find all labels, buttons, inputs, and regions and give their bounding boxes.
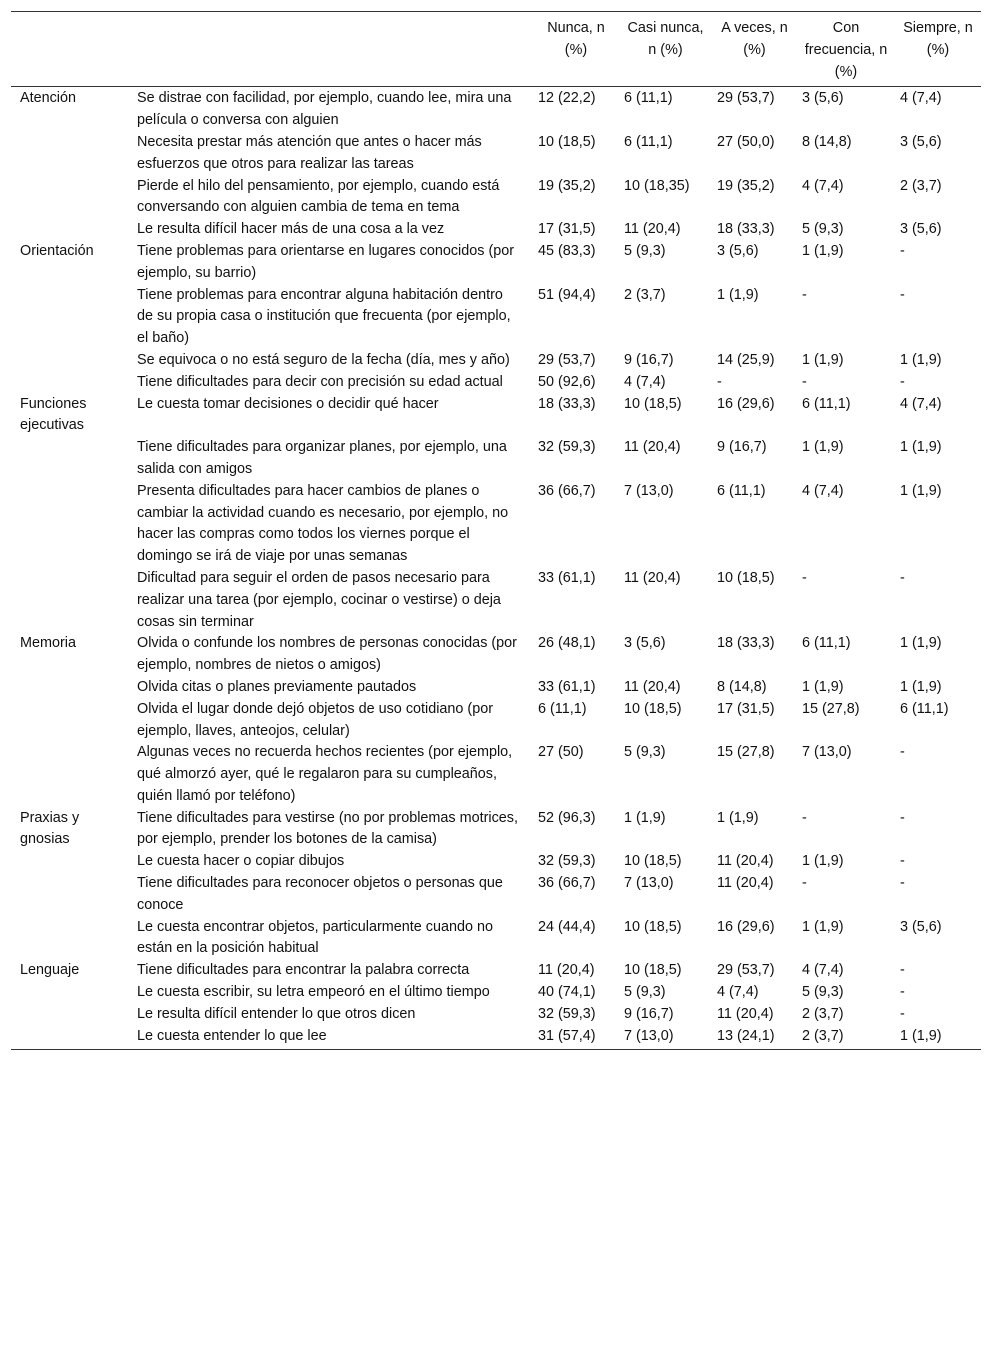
value-cell: - (802, 569, 807, 586)
value-cell: - (900, 962, 905, 979)
value-cell: 4 (7,4) (802, 962, 844, 979)
value-cell: - (717, 373, 722, 390)
value-cell: 11 (20,4) (624, 439, 681, 456)
value-cell: - (900, 1005, 905, 1022)
value-cell: 17 (31,5) (538, 221, 596, 238)
value-cell: 15 (27,8) (802, 700, 860, 717)
table-row (11, 394, 981, 438)
value-cell: 10 (18,5) (624, 395, 682, 412)
table-row (11, 481, 981, 568)
item-cell: Se equivoca o no está seguro de la fecha (día, mes y año) (137, 351, 510, 368)
value-cell: 5 (9,3) (802, 984, 844, 1001)
value-cell: 7 (13,0) (619, 1026, 712, 1050)
value-cell: 27 (50) (538, 744, 584, 761)
value-cell: 19 (35,2) (717, 177, 775, 194)
value-cell: 26 (48,1) (538, 635, 596, 652)
category-cell (11, 219, 133, 241)
value-cell: 6 (11,1) (900, 700, 949, 717)
table-row (11, 851, 981, 873)
value-cell: 19 (35,2) (538, 177, 596, 194)
header-cell: Nunca, n (%) (533, 12, 619, 87)
value-cell: 11 (20,4) (717, 1005, 774, 1022)
table-row (11, 982, 981, 1004)
data-table (11, 11, 981, 1050)
value-cell: - (900, 984, 905, 1001)
value-cell: 16 (29,6) (717, 918, 775, 935)
header-cell: Con frecuencia, n (%) (797, 12, 895, 87)
value-cell: - (900, 373, 905, 390)
value-cell: - (900, 286, 905, 303)
value-cell: 14 (25,9) (717, 351, 775, 368)
value-cell: 6 (11,1) (717, 482, 766, 499)
value-cell: 12 (22,2) (538, 90, 596, 107)
value-cell: - (802, 286, 807, 303)
value-cell: 8 (14,8) (802, 133, 852, 150)
item-cell: Tiene dificultades para vestirse (no por problemas motrices, por ejemplo, prender los botones de la camisa) (137, 809, 518, 848)
value-cell: 29 (53,7) (538, 351, 596, 368)
value-cell: 10 (18,5) (624, 853, 682, 870)
value-cell: 32 (59,3) (538, 439, 596, 456)
category-cell: Orientación (20, 242, 94, 259)
value-cell: 32 (59,3) (538, 853, 596, 870)
value-cell: 3 (5,6) (900, 221, 942, 238)
item-cell: Le resulta difícil hacer más de una cosa a la vez (137, 221, 445, 238)
value-cell: 6 (11,1) (624, 90, 673, 107)
value-cell: 10 (18,35) (624, 177, 690, 194)
item-cell: Necesita prestar más atención que antes o hacer más esfuerzos que otros para realizar las tareas (137, 133, 482, 172)
value-cell: 29 (53,7) (717, 962, 775, 979)
value-cell: - (900, 744, 905, 761)
header-cell: Casi nunca, n (%) (619, 12, 712, 87)
item-cell: Se distrae con facilidad, por ejemplo, cuando lee, mira una película o conversa con alguien (137, 90, 512, 129)
category-cell (11, 481, 133, 568)
table-row (11, 699, 981, 743)
table-row (11, 176, 981, 220)
value-cell: 1 (1,9) (802, 678, 844, 695)
value-cell: 15 (27,8) (717, 744, 775, 761)
table-row (11, 568, 981, 633)
value-cell: 52 (96,3) (538, 809, 596, 826)
value-cell: 11 (20,4) (717, 875, 774, 892)
table-row (11, 219, 981, 241)
value-cell: 5 (9,3) (624, 744, 666, 761)
value-cell: 18 (33,3) (717, 221, 775, 238)
table-row (11, 873, 981, 917)
value-cell: 2 (3,7) (797, 1026, 895, 1050)
value-cell: 4 (7,4) (900, 90, 942, 107)
value-cell: - (900, 809, 905, 826)
category-cell: Lenguaje (20, 962, 80, 979)
category-cell (11, 917, 133, 961)
header-row (11, 12, 981, 87)
category-cell (11, 851, 133, 873)
category-cell (11, 176, 133, 220)
value-cell: 6 (11,1) (624, 133, 673, 150)
value-cell: 7 (13,0) (802, 744, 852, 761)
value-cell: 7 (13,0) (624, 482, 674, 499)
value-cell: - (900, 875, 905, 892)
category-cell (11, 873, 133, 917)
value-cell: 6 (11,1) (802, 635, 851, 652)
value-cell: 6 (11,1) (802, 395, 851, 412)
category-cell (11, 285, 133, 350)
category-cell (11, 1026, 133, 1050)
value-cell: 1 (1,9) (900, 482, 942, 499)
value-cell: 11 (20,4) (624, 221, 681, 238)
category-cell: Atención (20, 90, 77, 107)
table-row (11, 437, 981, 481)
value-cell: 3 (5,6) (900, 133, 942, 150)
value-cell: 9 (16,7) (624, 351, 674, 368)
value-cell: 13 (24,1) (712, 1026, 797, 1050)
item-cell: Tiene problemas para encontrar alguna habitación dentro de su propia casa o institución que frecuenta (por ejemplo, el baño) (137, 286, 511, 347)
table-row (11, 372, 981, 394)
item-cell: Le resulta difícil entender lo que otros dicen (137, 1005, 416, 1022)
value-cell: 5 (9,3) (624, 242, 666, 259)
value-cell: 16 (29,6) (717, 395, 775, 412)
category-cell (11, 699, 133, 743)
value-cell: - (900, 242, 905, 259)
table-header (11, 12, 981, 87)
value-cell: - (900, 853, 905, 870)
category-cell (11, 677, 133, 699)
value-cell: 4 (7,4) (802, 482, 844, 499)
header-cell: Siempre, n (%) (895, 12, 981, 87)
value-cell: 27 (50,0) (717, 133, 775, 150)
category-cell: Praxias y gnosias (20, 809, 80, 848)
table-row (11, 742, 981, 807)
value-cell: 18 (33,3) (717, 635, 775, 652)
value-cell: 1 (1,9) (802, 853, 844, 870)
item-cell: Presenta dificultades para hacer cambios de planes o cambiar la actividad cuando es necesario, por ejemplo, no hacer las compras como todos los viernes porque el domingo se irá de viaje por unas semanas (137, 482, 509, 565)
item-cell: Le cuesta tomar decisiones o decidir qué hacer (137, 395, 439, 412)
table-row (11, 677, 981, 699)
table-row (11, 132, 981, 176)
value-cell: 1 (1,9) (717, 809, 759, 826)
value-cell: 40 (74,1) (538, 984, 596, 1001)
value-cell: 1 (1,9) (802, 242, 844, 259)
table-row (11, 87, 981, 132)
value-cell: 2 (3,7) (900, 177, 942, 194)
item-cell: Tiene dificultades para encontrar la palabra correcta (137, 962, 470, 979)
table-body (11, 87, 981, 1050)
header-cell (11, 12, 133, 87)
category-cell (11, 132, 133, 176)
item-cell: Olvida citas o planes previamente pautados (137, 678, 417, 695)
table-row (11, 808, 981, 852)
header-cell (133, 12, 533, 87)
item-cell: Le cuesta hacer o copiar dibujos (137, 853, 345, 870)
item-cell: Olvida el lugar donde dejó objetos de uso cotidiano (por ejemplo, llaves, anteojos, celular) (137, 700, 494, 739)
value-cell: 1 (1,9) (802, 918, 844, 935)
category-cell (11, 742, 133, 807)
value-cell: 36 (66,7) (538, 875, 596, 892)
item-cell: Le cuesta escribir, su letra empeoró en el último tiempo (137, 984, 490, 1001)
value-cell: 11 (20,4) (624, 569, 681, 586)
value-cell: 10 (18,5) (624, 700, 682, 717)
item-cell: Le cuesta encontrar objetos, particularmente cuando no están en la posición habitual (137, 918, 493, 957)
table-row (11, 350, 981, 372)
value-cell: 33 (61,1) (538, 569, 596, 586)
value-cell: 10 (18,5) (717, 569, 775, 586)
value-cell: 11 (20,4) (624, 678, 681, 695)
value-cell: 5 (9,3) (624, 984, 666, 1001)
value-cell: 31 (57,4) (533, 1026, 619, 1050)
value-cell: 11 (20,4) (538, 962, 595, 979)
value-cell: 10 (18,5) (624, 918, 682, 935)
header-cell: A veces, n (%) (712, 12, 797, 87)
value-cell: 2 (3,7) (624, 286, 666, 303)
value-cell: 5 (9,3) (802, 221, 844, 238)
value-cell: 51 (94,4) (538, 286, 596, 303)
category-cell (11, 437, 133, 481)
value-cell: 1 (1,9) (900, 439, 942, 456)
item-cell: Le cuesta entender lo que lee (133, 1026, 533, 1050)
value-cell: 29 (53,7) (717, 90, 775, 107)
category-cell (11, 372, 133, 394)
value-cell: - (802, 875, 807, 892)
item-cell: Tiene problemas para orientarse en lugares conocidos (por ejemplo, su barrio) (137, 242, 515, 281)
value-cell: 4 (7,4) (624, 373, 666, 390)
value-cell: 6 (11,1) (538, 700, 587, 717)
item-cell: Olvida o confunde los nombres de personas conocidas (por ejemplo, nombres de nietos o amigos) (137, 635, 517, 674)
value-cell: 10 (18,5) (538, 133, 596, 150)
table-row (11, 285, 981, 350)
value-cell: 11 (20,4) (717, 853, 774, 870)
value-cell: 32 (59,3) (538, 1005, 596, 1022)
value-cell: 24 (44,4) (538, 918, 596, 935)
value-cell: 1 (1,9) (900, 351, 942, 368)
category-cell (11, 982, 133, 1004)
category-cell: Funciones ejecutivas (20, 395, 87, 434)
value-cell: 3 (5,6) (717, 242, 759, 259)
item-cell: Pierde el hilo del pensamiento, por ejemplo, cuando está conversando con alguien cambia de tema en tema (137, 177, 500, 216)
value-cell: 1 (1,9) (900, 635, 942, 652)
value-cell: 1 (1,9) (895, 1026, 981, 1050)
category-cell (11, 568, 133, 633)
value-cell: 3 (5,6) (624, 635, 666, 652)
value-cell: - (802, 373, 807, 390)
value-cell: 4 (7,4) (802, 177, 844, 194)
value-cell: 8 (14,8) (717, 678, 767, 695)
table-container (11, 11, 981, 1050)
value-cell: 7 (13,0) (624, 875, 674, 892)
value-cell: 2 (3,7) (802, 1005, 844, 1022)
category-cell: Memoria (20, 635, 76, 652)
value-cell: 1 (1,9) (802, 351, 844, 368)
value-cell: 4 (7,4) (900, 395, 942, 412)
value-cell: - (900, 569, 905, 586)
value-cell: 36 (66,7) (538, 482, 596, 499)
value-cell: 18 (33,3) (538, 395, 596, 412)
category-cell (11, 1004, 133, 1026)
table-row (11, 633, 981, 677)
value-cell: 1 (1,9) (717, 286, 759, 303)
value-cell: 33 (61,1) (538, 678, 596, 695)
item-cell: Tiene dificultades para decir con precisión su edad actual (137, 373, 503, 390)
table-row (11, 1004, 981, 1026)
table-row (11, 917, 981, 961)
item-cell: Dificultad para seguir el orden de pasos necesario para realizar una tarea (por ejemplo, cocinar o vestirse) o deja cosas sin terminar (137, 569, 501, 630)
value-cell: 45 (83,3) (538, 242, 596, 259)
value-cell: - (802, 809, 807, 826)
value-cell: 9 (16,7) (624, 1005, 674, 1022)
table-row (11, 1026, 981, 1050)
item-cell: Tiene dificultades para organizar planes, por ejemplo, una salida con amigos (137, 439, 507, 477)
item-cell: Algunas veces no recuerda hechos recientes (por ejemplo, qué almorzó ayer, qué le regalaron para su cumpleaños, quién llamó por teléfono) (137, 744, 513, 804)
item-cell: Tiene dificultades para reconocer objetos o personas que conoce (137, 875, 503, 913)
value-cell: 1 (1,9) (900, 678, 942, 695)
table-row (11, 960, 981, 982)
value-cell: 4 (7,4) (717, 984, 759, 1001)
value-cell: 3 (5,6) (802, 90, 844, 107)
category-cell (11, 350, 133, 372)
value-cell: 9 (16,7) (717, 439, 767, 456)
value-cell: 10 (18,5) (624, 962, 682, 979)
table-row (11, 241, 981, 285)
value-cell: 1 (1,9) (624, 809, 666, 826)
value-cell: 50 (92,6) (538, 373, 596, 390)
value-cell: 17 (31,5) (717, 700, 775, 717)
value-cell: 1 (1,9) (802, 439, 844, 456)
value-cell: 3 (5,6) (900, 918, 942, 935)
